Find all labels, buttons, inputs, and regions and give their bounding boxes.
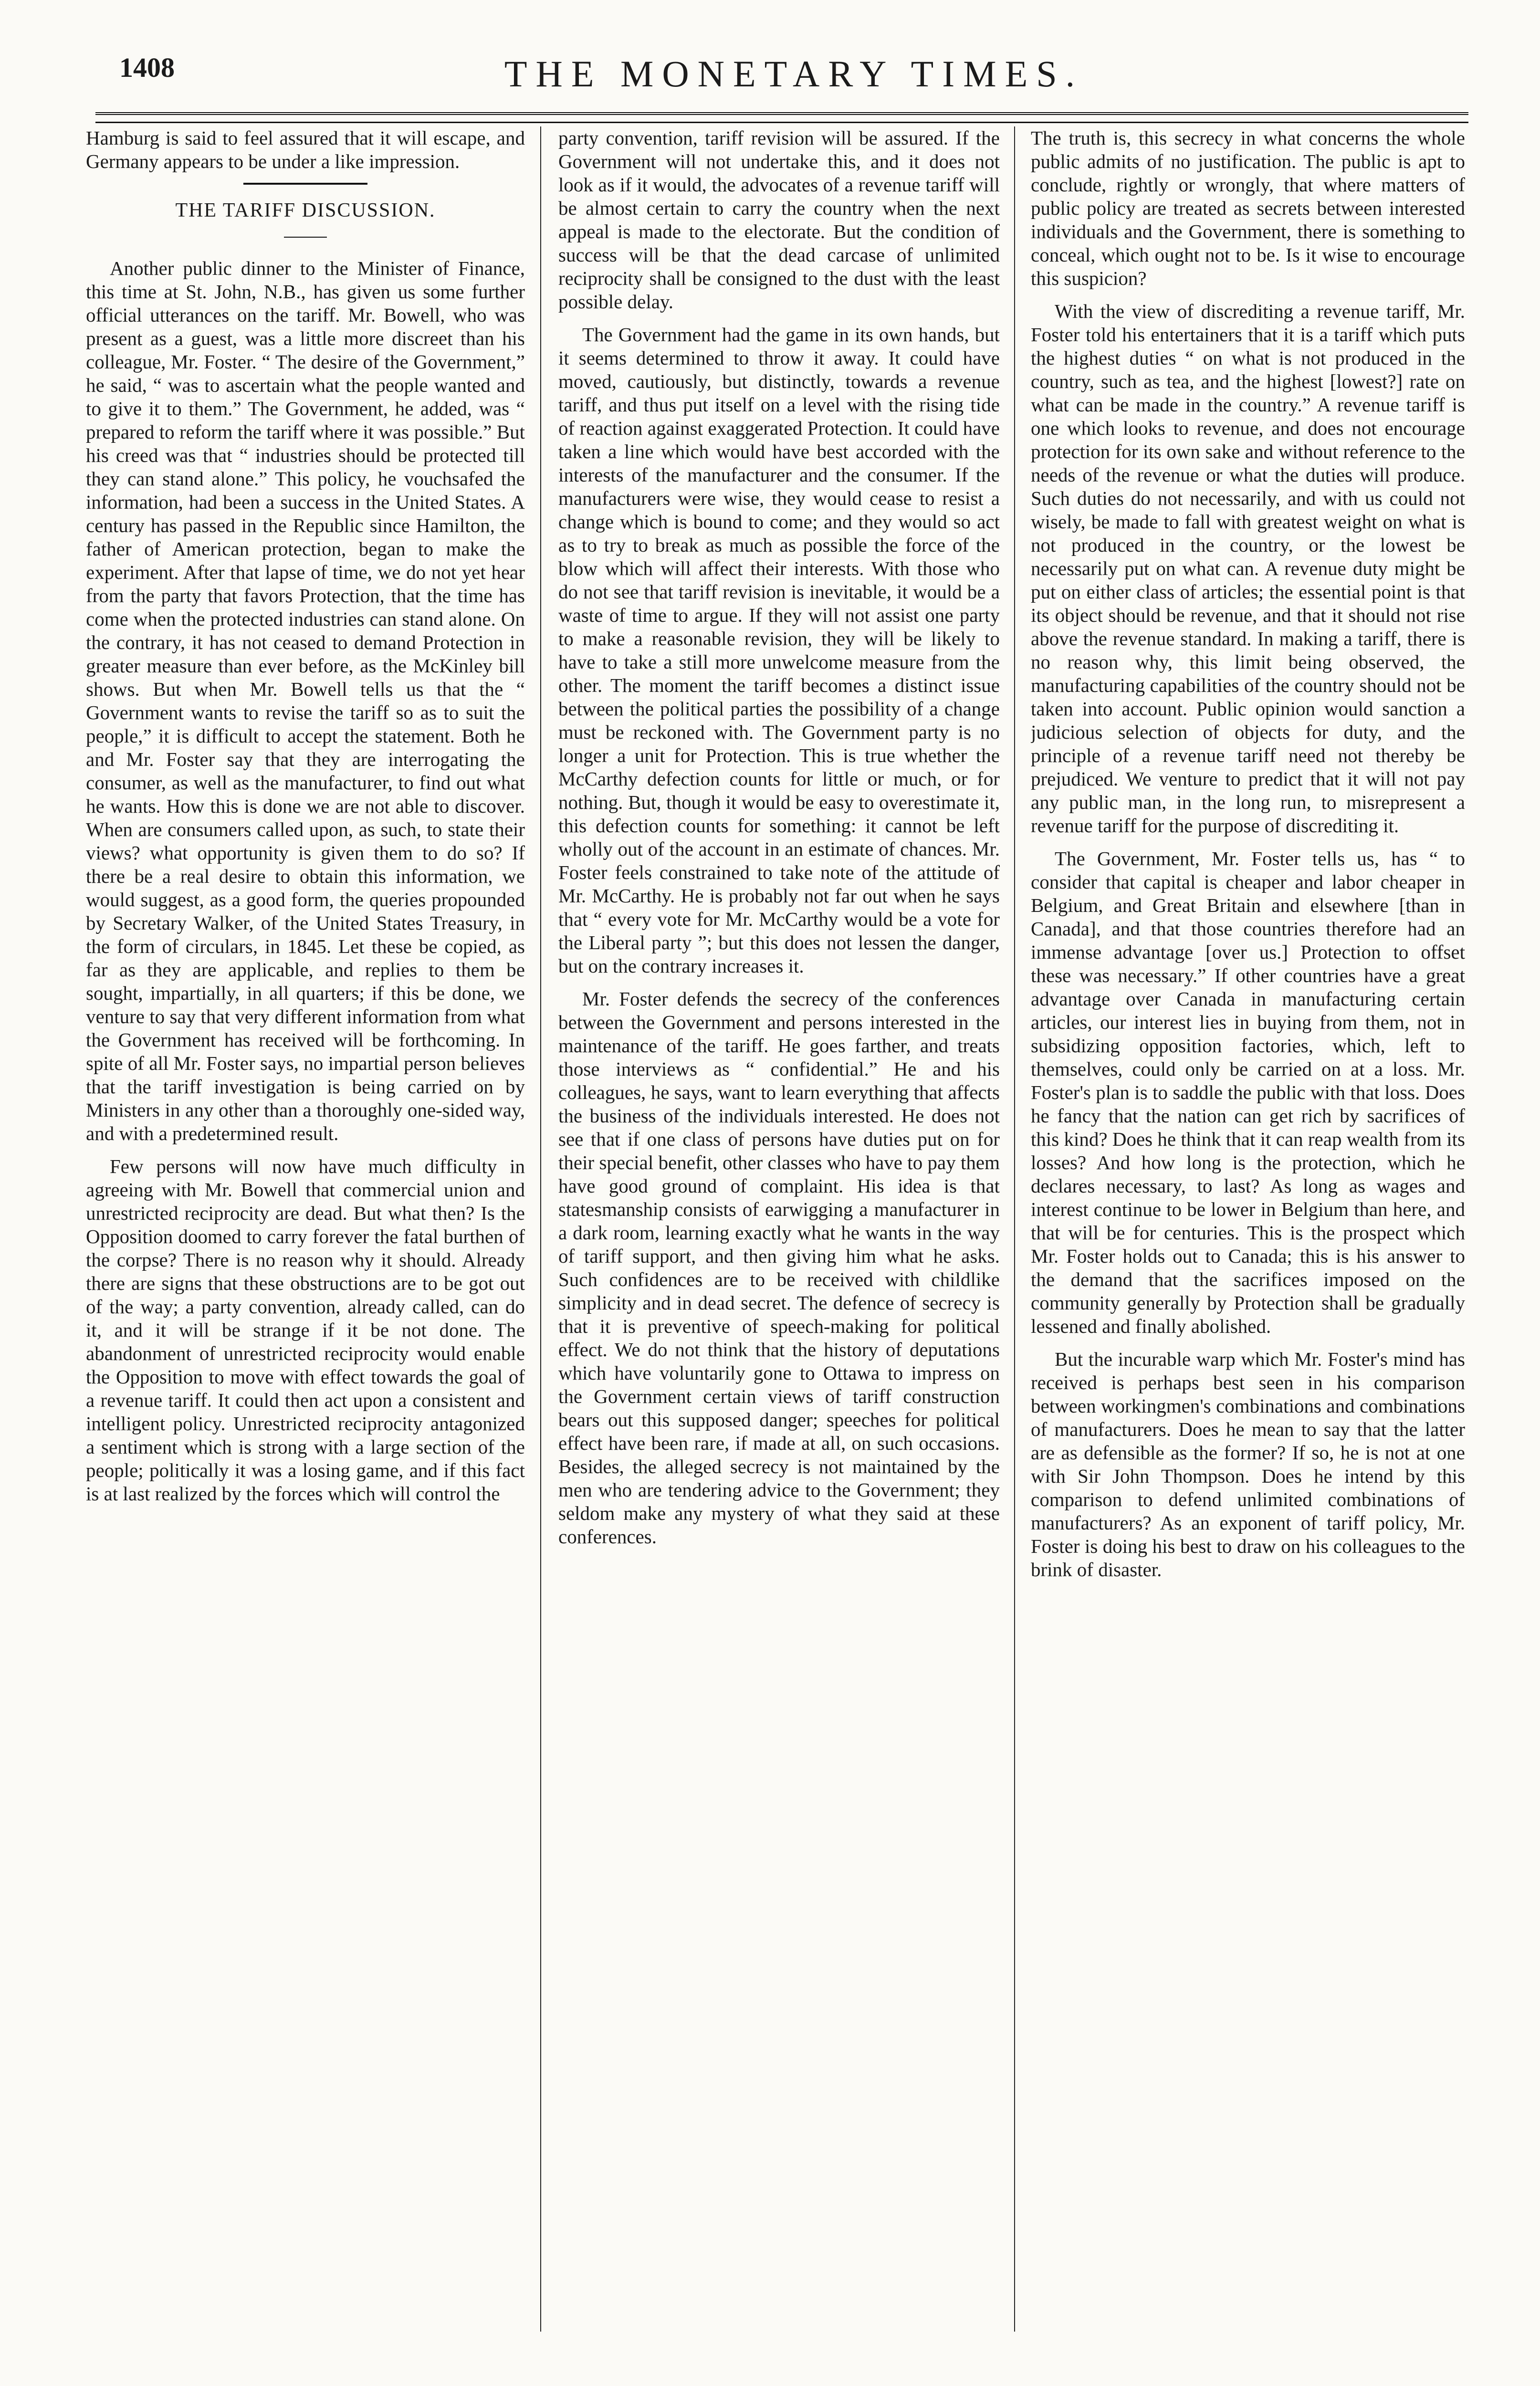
header-rule bbox=[95, 112, 1468, 123]
paragraph: The Government had the game in its own hands, but it seems determined to throw it away. It could have moved, cautiously, but distinctly, towards a revenue tariff, and thus put itself on a level with the rising tide of reaction against exaggerated Protection. It could have taken a line which would have best accorded with the interests of the manufacturer and the consumer. If the manufacturers were wise, they would cease to resist a change which is bound to come; and they would so act as to try to break as much as possible the force of the blow which will affect their interests. With those who do not see that tariff revision is inevitable, it would be a waste of time to argue. If they will not assist one party to make a reasonable revision, they will be likely to have to take a still more unwelcome measure from the other. The moment the tariff becomes a distinct issue between the political parties the possibility of a change must be reckoned with. The Government party is no longer a unit for Protection. This is true whether the McCarthy defection counts for little or much, or for nothing. But, though it would be easy to overestimate it, this defection counts for something: it cannot be left wholly out of the account in an estimate of chances. Mr. Foster feels constrained to take note of the attitude of Mr. McCarthy. He is probably not far out when he says that “ every vote for Mr. McCarthy would be a vote for the Liberal party ”; but this does not lessen the danger, but on the contrary increases it. bbox=[558, 324, 1000, 977]
column-divider bbox=[540, 126, 541, 2332]
column-divider bbox=[1014, 126, 1015, 2332]
column-3 bbox=[1031, 126, 1465, 2332]
section-rule bbox=[243, 183, 367, 185]
paragraph: With the view of discrediting a revenue tariff, Mr. Foster told his entertainers that it is a tariff which puts the highest duties “ on what is not produced in the country, such as tea, and the highest [lowest?] rate on what can be made in the country.” A revenue tariff is one which looks to revenue, and does not encourage protection for its own sake and without reference to the needs of the revenue or what the duties will produce. Such duties do not necessarily, and with us could not wisely, be made to fall with greatest weight on what is not produced in the country, or the lowest be necessarily put on what can. A revenue duty might be put on either class of articles; the essential point is that its object should be revenue, and that it should not rise above the revenue standard. In making a tariff, there is no reason why, this limit being observed, the manufacturing capabilities of the country should not be taken into account. Public opinion would sanction a judicious selection of objects for duty, and the principle of a revenue tariff need not thereby be prejudiced. We venture to predict that it will not pay any public man, in the long run, to misrepresent a revenue tariff for the purpose of discrediting it. bbox=[1031, 300, 1465, 837]
column-2 bbox=[558, 126, 1000, 2332]
page-number: 1408 bbox=[119, 52, 175, 83]
paragraph: The Government, Mr. Foster tells us, has “ to consider that capital is cheaper and labor cheaper in Belgium, and Great Britain and elsewhere [than in Canada], and that those countries therefore had an immense advantage [over us.] Protection to offset these was necessary.” If other countries have a great advantage over Canada in manufacturing certain articles, our interest lies in buying from them, not in subsidizing opposition factories, which, left to themselves, could only be carried on at a loss. Mr. Foster's plan is to saddle the public with that loss. Does he fancy that the nation can get rich by sacrifices of this kind? Does he think that it can reap wealth from its losses? And how long is the protection, which he declares necessary, to last? As long as wages and interest continue to be lower in Belgium than here, and that will be for centuries. This is the prospect which Mr. Foster holds out to Canada; this is his answer to the demand that the sacrifices imposed on the community generally by Protection shall be gradually lessened and finally abolished. bbox=[1031, 848, 1465, 1337]
section-title: THE TARIFF DISCUSSION. bbox=[175, 199, 436, 221]
paragraph: But the incurable warp which Mr. Foster's mind has received is perhaps best seen in his comparison between workingmen's combinations and combinations of manufacturers. Does he mean to say that the latter are as defensible as the former? If so, he is not at one with Sir John Thompson. Does he intend by this comparison to defend unlimited combinations of manufacturers? As an exponent of tariff policy, Mr. Foster is doing his best to draw on his colleagues to the brink of disaster. bbox=[1031, 1348, 1465, 1580]
paragraph: Hamburg is said to feel assured that it will escape, and Germany appears to be under a like impression. bbox=[86, 127, 525, 172]
paragraph: Another public dinner to the Minister of Finance, this time at St. John, N.B., has given us some further official utterances on the tariff. Mr. Bowell, who was present as a guest, was a little more discreet than his colleague, Mr. Foster. “ The desire of the Government,” he said, “ was to ascertain what the people wanted and to give it to them.” The Government, he added, was “ prepared to reform the tariff where it was possible.” But his creed was that “ industries should be protected till they can stand alone.” This policy, he vouchsafed the information, had been a success in the United States. A century has passed in the Republic since Hamilton, the father of American protection, began to make the experiment. After that lapse of time, we do not yet hear from the party that favors Protection, that the time has come when the protected industries can stand alone. On the contrary, it has not ceased to demand Protection in greater measure than ever before, as the McKinley bill shows. But when Mr. Bowell tells us that the “ Government wants to revise the tariff so as to suit the people,” it is difficult to accept the statement. Both he and Mr. Foster say that they are interrogating the consumer, as well as the manufacturer, to find out what he wants. How this is done we are not able to discover. When are consumers called upon, as such, to state their views? what opportunity is given them to do so? If there be a real desire to obtain this information, we would suggest, as a good form, the queries propounded by Secretary Walker, of the United States Treasury, in the form of circulars, in 1845. Let these be copied, as far as they are applicable, and replies to them be sought, impartially, in all quarters; if this be done, we venture to say that very different information from what the Government has received will be forthcoming. In spite of all Mr. Foster says, no impartial person believes that the tariff investigation is being carried on by Ministers in any other than a thoroughly one-sided way, and with a predetermined result. bbox=[86, 257, 525, 1144]
paragraph: Few persons will now have much difficulty in agreeing with Mr. Bowell that commercial union and unrestricted reciprocity are dead. But what then? Is the Opposition doomed to carry forever the fatal burthen of the corpse? There is no reason why it should. Already there are signs that these obstructions are to be got out of the way; a party convention, already called, can do it, and it will be strange if it be not done. The abandonment of unrestricted reciprocity would enable the Opposition to move with effect towards the goal of a revenue tariff. It could then act upon a consistent and intelligent policy. Unrestricted reciprocity antagonized a sentiment which is strong with a large section of the people; politically it was a losing game, and if this fact is at last realized by the forces which will control the bbox=[86, 1155, 525, 1505]
paragraph: party convention, tariff revision will be assured. If the Government will not undertake this, and it does not look as if it would, the advocates of a revenue tariff will be almost certain to carry the country when the next appeal is made to the electorate. But the condition of success will be that the dead carcase of unlimited reciprocity shall be consigned to the dust with the least possible delay. bbox=[558, 127, 1000, 313]
page-header bbox=[119, 38, 1468, 110]
column-1 bbox=[86, 126, 525, 2332]
masthead-title: THE MONETARY TIMES. bbox=[504, 53, 1084, 94]
paragraph: The truth is, this secrecy in what concerns the whole public admits of no justification. The public is apt to conclude, rightly or wrongly, that where matters of public policy are treated as secrets between interested individuals and the Government, there is something to conceal, which ought not to be. Is it wise to encourage this suspicion? bbox=[1031, 127, 1465, 289]
paragraph: Mr. Foster defends the secrecy of the conferences between the Government and persons interested in the maintenance of the tariff. He goes farther, and treats those interviews as “ confidential.” He and his colleagues, he says, want to learn everything that affects the business of the individuals interested. He does not see that if one class of persons have duties put on for their special benefit, other classes who have to pay them have good ground of complaint. His idea is that statesmanship consists of earwigging a manufacturer in a dark room, learning exactly what he wants in the way of tariff support, and then giving him what he asks. Such confidences are to be received with childlike simplicity and in dead secret. The defence of secrecy is that it is preventive of speech-making for political effect. We do not think that the history of deputations which have voluntarily gone to Ottawa to impress on the Government certain views of tariff construction bears out this supposed danger; speeches for political effect have been rare, if made at all, on such occasions. Besides, the alleged secrecy is not maintained by the men who are tendering advice to the Government; they seldom make any mystery of what they said at these conferences. bbox=[558, 988, 1000, 1548]
section-rule-small bbox=[284, 237, 327, 238]
